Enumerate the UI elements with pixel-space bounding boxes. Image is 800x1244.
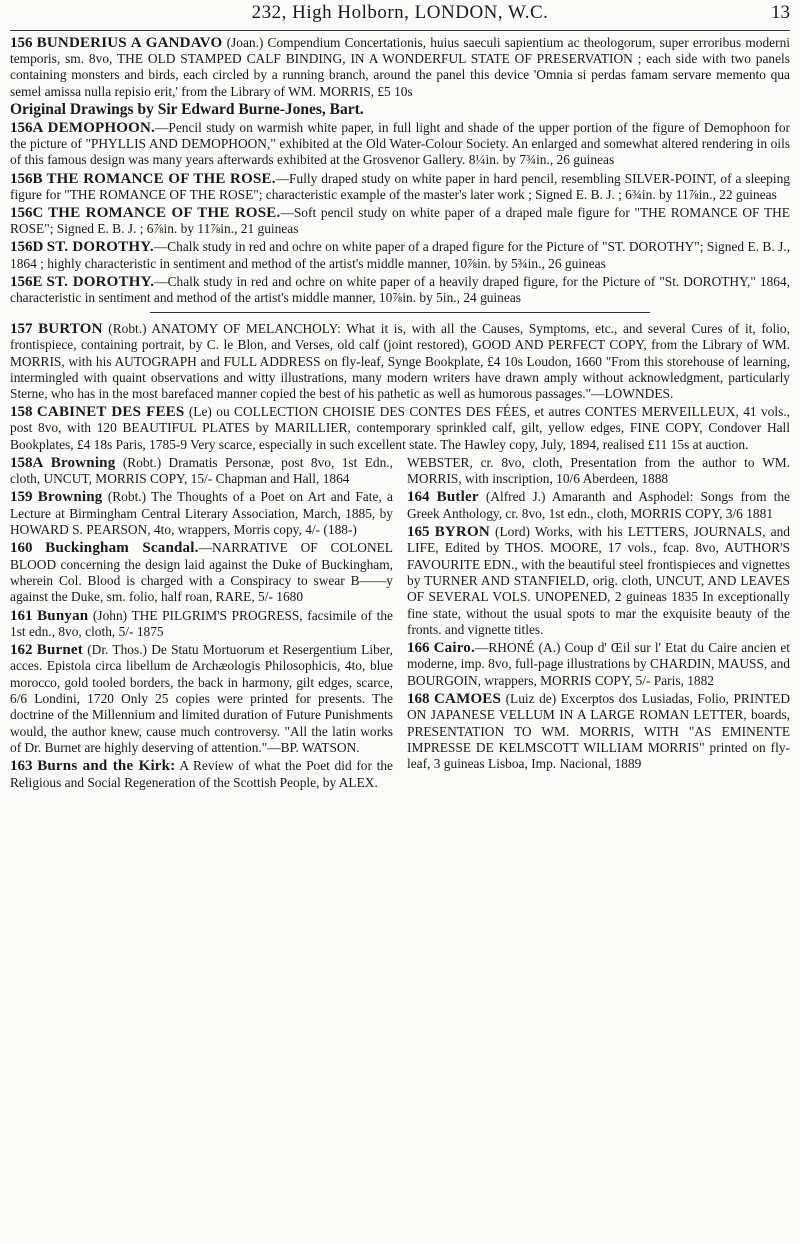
catalogue-entry: 156B THE ROMANCE OF THE ROSE.—Fully draped study on white paper in hard pencil, resembling SILVER-POINT, of a sleeping figure for "THE ROMANCE OF THE ROSE"; characteristic example of the master's later work ; Signed E. B. J. ; 6¾in. by 11⅞in., 22 guineas [10,170,790,202]
catalogue-page [10,0,790,793]
section-heading: Original Drawings by Sir Edward Burne-Jones, Bart. [10,100,364,118]
page-header-title: 232, High Holborn, LONDON, W.C. [251,2,549,23]
section-divider [150,312,650,313]
catalogue-entry: 156D ST. DOROTHY.—Chalk study in red and ochre on white paper of a draped figure for the Picture of "ST. DOROTHY"; Signed E. B. J., 1864 ; highly characteristic in sentiment and method of the artist's middle manner, 10⅞in. by 5¾in., 26 guineas [10,239,790,271]
catalogue-entry: 156A DEMOPHOON.—Pencil study on warmish white paper, in full light and shade of the upper portion of the figure of Demophoon for the picture of "PHYLLIS AND DEMOPHOON," exhibited at the Old Water-Colour Society. An enlarged and somewhat altered rendering in oils of this famous design was many years afterwards exhibited at the Grosvenor Gallery. 8¼in. by 7¾in., 26 guineas [10,120,790,168]
catalogue-entry: 161 Bunyan (John) THE PILGRIM'S PROGRESS, facsimile of the 1st edn., 8vo, cloth, 5/- 1875 [10,607,393,639]
catalogue-entry: 159 Browning (Robt.) The Thoughts of a Poet on Art and Fate, a Lecture at Birmingham Central Literary Association, March, 1885, by HOWARD S. PEARSON, 4to, wrappers, Morris copy, 4/- (188-) [10,489,393,538]
header-rule [10,30,790,31]
catalogue-entry: 162 Burnet (Dr. Thos.) De Statu Mortuorum et Resergentium Liber, acces. Epistola circa libellum de Archæologis Philosophicis, 4to, blue morocco, gold tooled borders, the back in harmony, gilt edges, scarce, 6/6 Londini, 1720 Only 25 copies were printed for presents. The doctrine of the Millennium and limited duration of Future Punishments would, the author knew, cause much controversy. "All the latin works of Dr. Burnet are highly deserving of attention."—BP. WATSON. [10,642,393,755]
catalogue-entry: 163 Burns and the Kirk: A Review of what the Poet did for the Religious and Social Regeneration of the Scottish People, by ALEX. [10,758,393,790]
catalogue-entry: 158A Browning (Robt.) Dramatis Personæ, post 8vo, 1st Edn., cloth, UNCUT, MORRIS COPY, 15/- Chapman and Hall, 1864 [10,454,393,487]
left-column [10,455,393,793]
catalogue-entry: 164 Butler (Alfred J.) Amaranth and Asphodel: Songs from the Greek Anthology, cr. 8vo, 1st edn., cloth, MORRIS COPY, 3/6 1881 [407,489,790,521]
catalogue-entry: 156E ST. DOROTHY.—Chalk study in red and ochre on white paper of a heavily draped figure, for the Picture of "St. DOROTHY," 1864, characteristic in sentiment and method of the artist's middle manner, 10⅞in. by 5in., 24 guineas [10,273,790,306]
catalogue-entry: 156C THE ROMANCE OF THE ROSE.—Soft pencil study on white paper of a draped male figure for "THE ROMANCE OF THE ROSE"; Signed E. B. J. ; 6⅞in. by 11⅞in., 21 guineas [10,205,790,237]
page-header [10,0,790,28]
catalogue-entry: 166 Cairo.—RHONÉ (A.) Coup d' Œil sur l' Etat du Caire ancien et moderne, imp. 8vo, full-page illustrations by CHARDIN, MAUSS, and BOURGOIN, wrappers, MORRIS COPY, 5/- Paris, 1882 [407,640,790,688]
catalogue-entry: 156 BUNDERIUS A GANDAVO (Joan.) Compendium Concertationis, huius saeculi sapientium ac theologorum, super erroribus moderni temporis, sm. 8vo, THE OLD STAMPED CALF BINDING, IN A WONDERFUL STATE OF PRESERVATION ; each side with two panels containing monsters and birds, each circled by a running branch, around the panel this device 'Omnia si perdas famam servare memento qua semel amissa nulla repisio erit,' from the Library of WM. MORRIS, £5 10s [10,35,790,99]
secondary-entries [10,321,790,453]
catalogue-entry: 165 BYRON (Lord) Works, with his LETTERS, JOURNALS, and LIFE, Edited by THOS. MOORE, 17 vols., fcap. 8vo, AUTHOR'S FAVOURITE EDN., with the beautiful steel frontispieces and vignettes by TURNER AND STANFIELD, orig. cloth, UNCUT, AND LEAVES OF SEVERAL VOLS. UNOPENED, 2 guineas 1835 In exceptionally fine state, without the usual spots to mar the exquisite beauty of the fronts. and vignette titles. [407,524,790,637]
two-column-listing [10,455,790,793]
page-number: 13 [771,2,790,23]
main-entries [10,35,790,306]
catalogue-entry: 158 CABINET DES FEES (Le) ou COLLECTION CHOISIE DES CONTES DES FÉES, et autres CONTES MERVEILLEUX, 41 vols., post 8vo, with 120 BEAUTIFUL PLATES by MARILLIER, contemporary sprinkled calf, gilt, yellow edges, FINE COPY, Condover Hall Bookplates, £4 18s Paris, 1785-9 Very scarce, especially in such excellent state. The Hawley copy, July, 1894, realised £11 15s at auction. [10,404,790,452]
catalogue-entry: 160 Buckingham Scandal.—NARRATIVE OF COLONEL BLOOD concerning the design laid against the Duke of Buckingham, wherein Col. Blood is charged with a Conspiracy to swear B——y against the Duke, sm. folio, half roan, RARE, 5/- 1680 [10,540,393,605]
catalogue-entry: WEBSTER, cr. 8vo, cloth, Presentation from the author to WM. MORRIS, with inscription, 10/6 Aberdeen, 1888 [407,454,790,487]
right-column [407,455,790,793]
catalogue-entry: 168 CAMOES (Luiz de) Excerptos dos Lusiadas, Folio, PRINTED ON JAPANESE VELLUM IN A LARGE ROMAN LETTER, boards, PRESENTATION TO WM. MORRIS, WITH "AS EMINENTE IMPRESSE DE KELMSCOTT WILLIAM MORRIS" printed on fly-leaf, 3 guineas Lisboa, Imp. Nacional, 1889 [407,691,790,772]
catalogue-entry: 157 BURTON (Robt.) ANATOMY OF MELANCHOLY: What it is, with all the Causes, Symptoms, etc., and several Cures of it, folio, frontispiece, containing portrait, by C. le Blon, and Verses, old calf (joint restored), GOOD AND PERFECT COPY, from the Library of WM. MORRIS, with his AUTOGRAPH and FULL ADDRESS on fly-leaf, Synge Bookplate, £4 10s Loudon, 1660 "From this storehouse of learning, intermingled with quaint observations and witty illustrations, many modern writers have drawn amply without acknowledgment, particularly Sterne, who has in the most barefaced manner copied the best of his pathetic as well as humorous passages."—LOWNDES. [10,321,790,402]
